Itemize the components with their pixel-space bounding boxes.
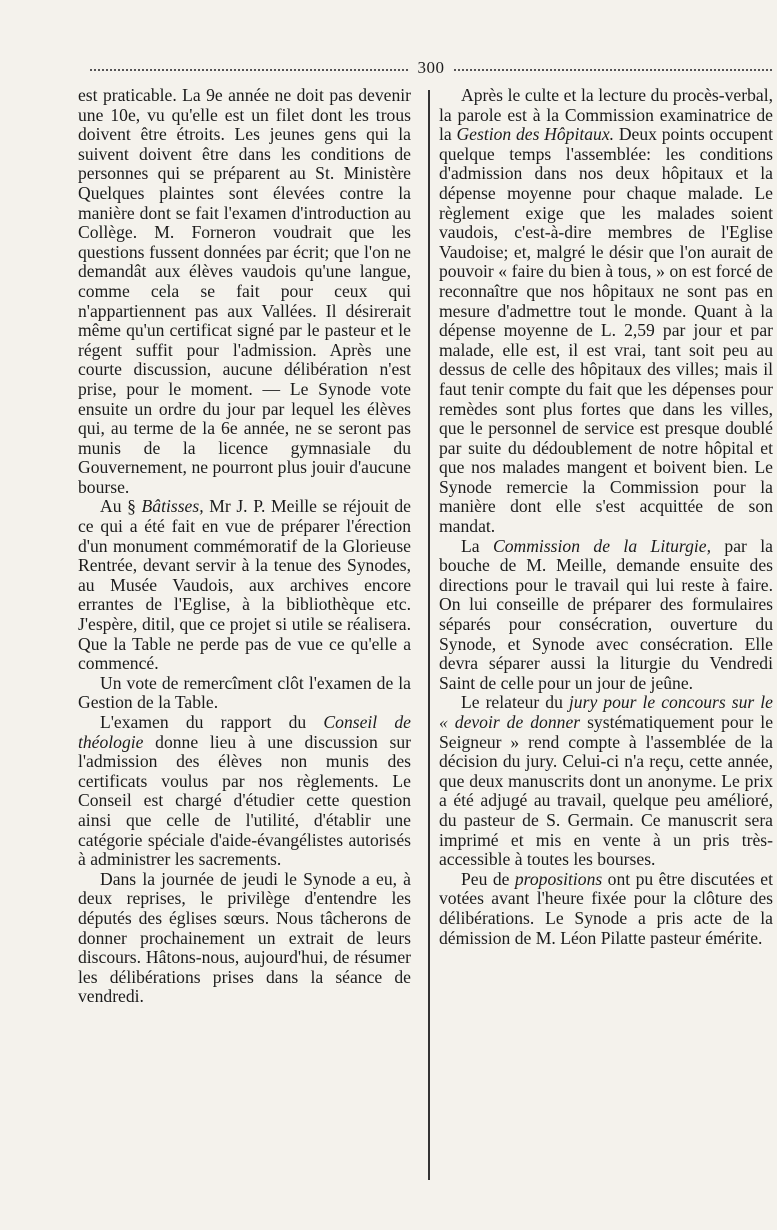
left-column <box>78 86 411 1007</box>
paragraph-text: Deux points occupent quelque temps l'assemblée: les conditions d'admission dans nos deux hôpitaux et la dépense moyenne pour chaque malade. Le règlement exige que les malades soient vaudois, c'est-à-dire membres de l'Eglise Vaudoise; et, malgré le désir que l'on aurait de pouvoir « faire du bien à tous, » on est forcé de reconnaître que nos hôpitaux ne sont pas en mesure d'admettre tout le monde. Quant à la dépense moyenne de L. 2,59 par jour et par malade, elle est, il est vrai, tant soit peu au dessus de celle des hôpitaux des villes; mais il faut tenir compte du fait que les dépenses pour remèdes sont plus fortes que dans les villes, que le personnel de service est presque doublé par suite du dédoublement de notre hôpital et que nos malades mangent et boivent bien. Le Synode remercie la Commission pour la manière dont elle s'est acquittée de son mandat. <box>439 124 773 537</box>
paragraph <box>78 674 411 713</box>
paragraph <box>78 86 411 497</box>
right-column <box>439 86 773 948</box>
paragraph <box>78 497 411 673</box>
column-divider <box>428 90 430 1180</box>
emphasis-text: Commission de la Liturgie, <box>492 535 711 556</box>
paragraph-text: La <box>461 535 493 556</box>
paragraph <box>439 86 773 537</box>
paragraph-text: systématiquement pour le Seigneur » rend compte à l'assemblée de la décision du jury. Celui-ci n'a reçu, cette année, que deux manuscrits dont un anonyme. Le prix a été adjugé au travail, quelque peu amélioré, du pasteur de S. Germain. Ce manuscrit sera imprimé et mis en vente à un pris très-accessible à toutes les bourses. <box>439 712 774 870</box>
paragraph-text: Dans la journée de jeudi le Synode a eu, à deux reprises, le privilège d'entendre les députés des églises sœurs. Nous tâcherons de donner prochainement un extrait de leurs discours. Hâtons-nous, aujourd'hui, de résumer les délibérations prises dans la séance de vendredi. <box>78 868 411 1007</box>
paragraph-text: par la bouche de M. Meille, demande ensuite des directions pour le travail qui lui reste à faire. On lui conseille de préparer des formulaires séparés pour consécration, ouverture du Synode, et Synode avec consécration. Elle devra séparer aussi la liturgie du Vendredi Saint de celle pour un jour de jeûne. <box>439 535 773 693</box>
paragraph-text: Au § <box>100 496 142 517</box>
emphasis-text: propositions <box>514 868 603 889</box>
emphasis-text: jury pour le concours sur le « devoir de donner <box>439 692 773 732</box>
paragraph-text: Un vote de remercîment clôt l'examen de la Gestion de la Table. <box>78 672 411 713</box>
paragraph-text: ont pu être discutées et votées avant l'heure fixée pour la clôture des délibérations. Le Synode a pris acte de la démission de M. Léon Pilatte pasteur émérite. <box>439 868 774 948</box>
emphasis-text: Bâtisses, <box>141 496 204 517</box>
paragraph <box>78 870 411 1007</box>
paragraph <box>439 693 773 869</box>
paragraph-text: est praticable. La 9e année ne doit pas devenir une 10e, vu qu'elle est un filet dont les trous doivent être étroits. Les jeunes gens qui la suivent doivent être dans les conditions de personnes qui se préparent au St. Ministère Quelques plaintes sont élevées contre la manière dont se fait l'examen d'introduction au Collège. M. Forneron voudrait que les questions fussent données par écrit; que l'on ne demandât aux élèves vaudois qu'une langue, comme cela se fait pour ceux qui n'appartiennent pas aux Vallées. Il désirerait même qu'un certificat signé par le pasteur et le régent suffit pour l'admission. Après une courte discussion, aucune délibération n'est prise, pour le moment. — Le Synode vote ensuite un ordre du jour par lequel les élèves qui, au terme de la 6e année, ne se seront pas munis de la licence gymnasiale du Gouvernement, ne pourront plus jouir d'aucune bourse. <box>78 85 411 497</box>
paragraph-text: Le relateur du <box>461 692 569 713</box>
emphasis-text: Gestion des Hôpitaux. <box>456 124 615 145</box>
paragraph <box>439 537 773 694</box>
header-rule-right <box>454 69 772 71</box>
page-header <box>90 58 772 82</box>
emphasis-text: Conseil de théologie <box>78 712 411 752</box>
paragraph-text: Après le culte et la lecture du procès-verbal, la parole est à la Commission examinatrice de la <box>439 85 773 145</box>
paragraph <box>439 870 773 948</box>
paragraph-text: Peu de <box>461 868 515 889</box>
paragraph <box>78 713 411 870</box>
paragraph-text: donne lieu à une discussion sur l'admission des élèves non munis des certificats voulus par nos règlements. Le Conseil est chargé d'étudier cette question ainsi que celle de l'utilité, d'établir une catégorie spéciale d'aide-évangélistes autorisés à administrer les sacrements. <box>78 731 411 870</box>
page-number: 300 <box>417 58 445 77</box>
paragraph-text: L'examen du rapport du <box>100 712 324 732</box>
paragraph-text: Mr J. P. Meille se réjouit de ce qui a été fait en vue de préparer l'érection d'un monument commémoratif de la Glorieuse Rentrée, devant servir à la tenue des Synodes, au Musée Vaudois, aux archives encore errantes de l'Eglise, à la bibliothèque etc. J'espère, ditil, que ce projet si utile se réalisera. Que la Table ne perde pas de vue ce qu'elle a commencé. <box>78 496 411 674</box>
header-rule-left <box>90 69 408 71</box>
